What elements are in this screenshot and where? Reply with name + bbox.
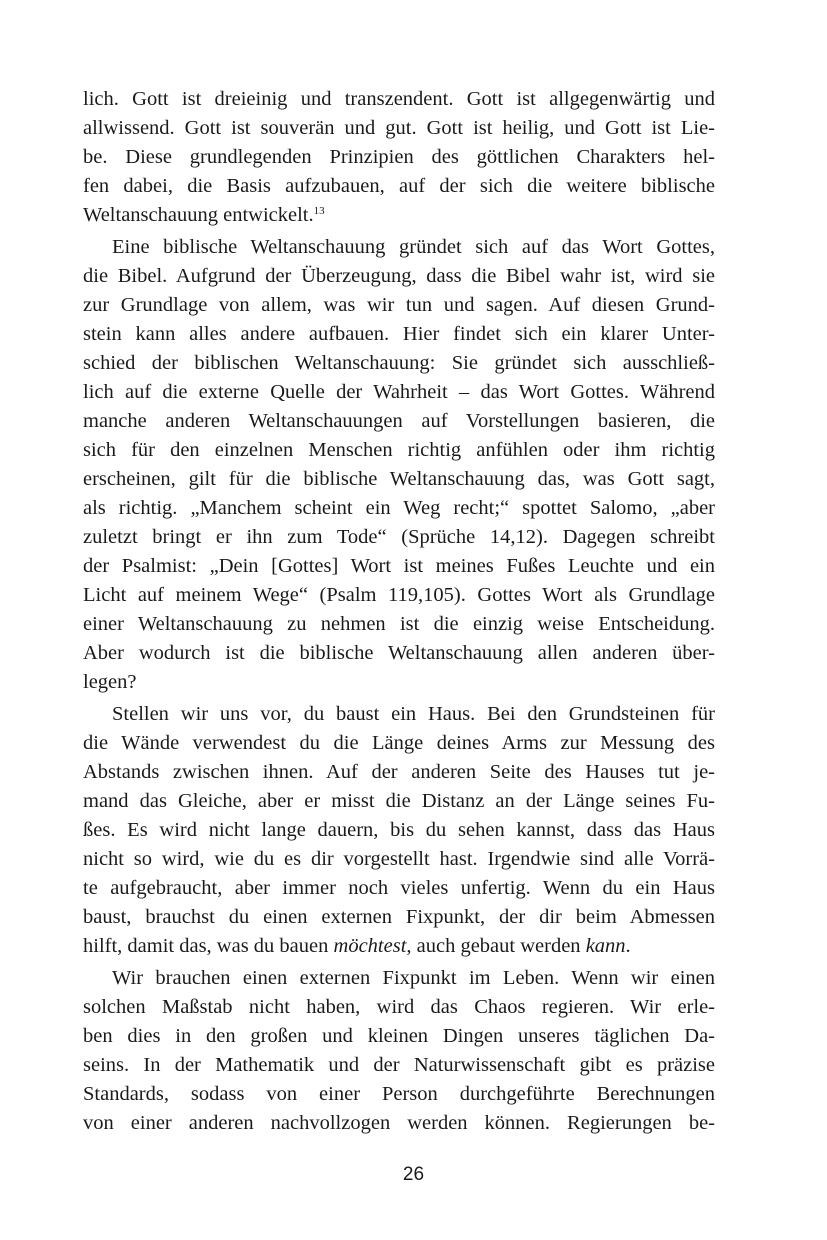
- text-line: als richtig. „Manchem scheint ein Weg recht;“ spottet Salomo, „aber: [83, 497, 715, 519]
- text-line: be. Diese grundlegenden Prinzipien des göttlichen Charakters hel-: [83, 146, 715, 168]
- text-line: sich für den einzelnen Menschen richtig anfühlen oder ihm richtig: [83, 439, 715, 461]
- text-line: te aufgebraucht, aber immer noch vieles unfertig. Wenn du ein Haus: [83, 877, 715, 899]
- text-fragment: hilft, damit das, was du bauen: [83, 935, 334, 957]
- page-number: 26: [402, 1164, 425, 1185]
- text-line: seins. In der Mathematik und der Naturwissenschaft gibt es präzise: [83, 1054, 715, 1076]
- emphasis-text: kann: [585, 935, 626, 957]
- text-line: Eine biblische Weltanschauung gründet sich auf das Wort Gottes,: [112, 236, 715, 258]
- text-line: allwissend. Gott ist souverän und gut. Gott ist heilig, und Gott ist Lie-: [83, 117, 715, 139]
- text-line: einer Weltanschauung zu nehmen ist die einzig weise Entscheidung.: [83, 613, 715, 635]
- paragraph-2: [83, 233, 715, 697]
- text-line: Wir brauchen einen externen Fixpunkt im Leben. Wenn wir einen: [112, 967, 715, 989]
- text-line: lich. Gott ist dreieinig und transzendent. Gott ist allgegenwärtig und: [83, 88, 715, 110]
- text-line: stein kann alles andere aufbauen. Hier findet sich ein klarer Unter-: [83, 323, 715, 345]
- text-line: ben dies in den großen und kleinen Dingen unseres täglichen Da-: [83, 1025, 715, 1047]
- text-line: manche anderen Weltanschauungen auf Vorstellungen basieren, die: [83, 410, 715, 432]
- paragraph-3: [83, 700, 715, 961]
- text-line-last: legen?: [83, 671, 137, 693]
- text-line: nicht so wird, wie du es dir vorgestellt hast. Irgendwie sind alle Vorrä-: [83, 848, 715, 870]
- text-line: Stellen wir uns vor, du baust ein Haus. Bei den Grundsteinen für: [112, 703, 715, 725]
- text-line: von einer anderen nachvollzogen werden können. Regierungen be-: [83, 1112, 715, 1134]
- text-line-last: [83, 932, 715, 961]
- emphasis-text: möchtest: [333, 935, 407, 957]
- text-line: mand das Gleiche, aber er misst die Distanz an der Länge seines Fu-: [83, 790, 715, 812]
- text-fragment: , auch gebaut werden: [406, 935, 586, 957]
- text-line: schied der biblischen Weltanschauung: Sie gründet sich ausschließ-: [83, 352, 715, 374]
- text-line: ßes. Es wird nicht lange dauern, bis du sehen kannst, dass das Haus: [83, 819, 715, 841]
- text-line: zuletzt bringt er ihn zum Tode“ (Sprüche 14,12). Dagegen schreibt: [83, 526, 715, 548]
- paragraph-4: [83, 964, 715, 1138]
- text-line: die Bibel. Aufgrund der Überzeugung, dass die Bibel wahr ist, wird sie: [83, 265, 715, 287]
- text-line: lich auf die externe Quelle der Wahrheit – das Wort Gottes. Während: [83, 381, 715, 403]
- text-line: die Wände verwendest du die Länge deines Arms zur Messung des: [83, 732, 715, 754]
- text-line: fen dabei, die Basis aufzubauen, auf der sich die weitere biblische: [83, 175, 715, 197]
- text-line: Standards, sodass von einer Person durchgeführte Berechnungen: [83, 1083, 715, 1105]
- text-fragment: Weltanschauung entwickelt.: [83, 204, 314, 226]
- text-line: zur Grundlage von allem, was wir tun und sagen. Auf diesen Grund-: [83, 294, 715, 316]
- text-line: baust, brauchst du einen externen Fixpunkt, der dir beim Abmessen: [83, 906, 715, 928]
- text-fragment: .: [625, 935, 631, 957]
- text-line: Aber wodurch ist die biblische Weltanschauung allen anderen über-: [83, 642, 715, 664]
- text-line: solchen Maßstab nicht haben, wird das Chaos regieren. Wir erle-: [83, 996, 715, 1018]
- text-line: Licht auf meinem Wege“ (Psalm 119,105). Gottes Wort als Grundlage: [83, 584, 715, 606]
- text-line-last: [83, 201, 715, 230]
- text-line: Abstands zwischen ihnen. Auf der anderen Seite des Hauses tut je-: [83, 761, 715, 783]
- footnote-marker[interactable]: 13: [313, 205, 325, 217]
- text-line: der Psalmist: „Dein [Gottes] Wort ist meines Fußes Leuchte und ein: [83, 555, 715, 577]
- text-line: erscheinen, gilt für die biblische Weltanschauung das, was Gott sagt,: [83, 468, 715, 490]
- book-page-body: [83, 85, 715, 1141]
- paragraph-1: [83, 85, 715, 230]
